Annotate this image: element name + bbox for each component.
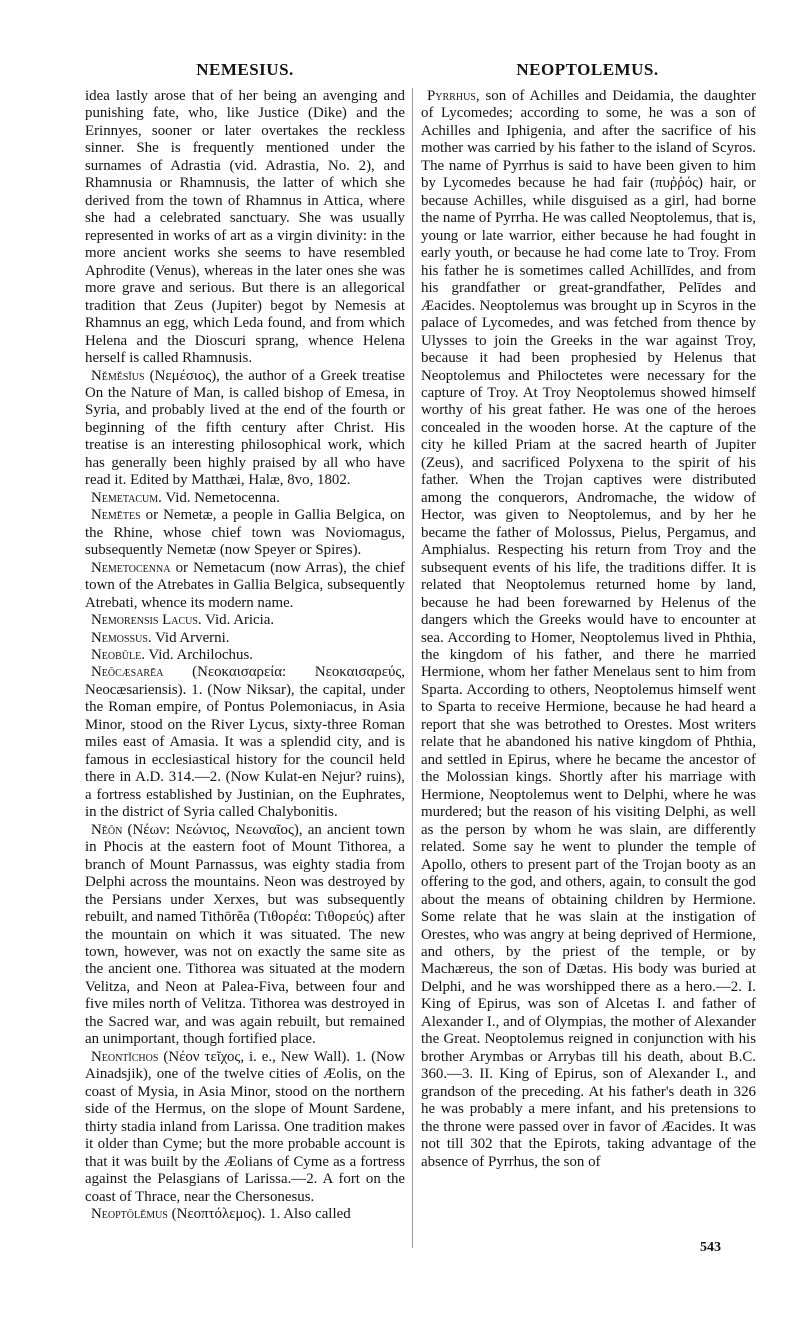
entry-text: or Nemetæ, a people in Gallia Belgica, on the Rhine, whose chief town was Noviomagus, subsequently Nemetæ (now Speyer or Spires). <box>85 507 405 559</box>
dictionary-entry <box>85 630 405 647</box>
entry-headword: Nemetocenna <box>91 559 171 576</box>
dictionary-entry <box>85 560 405 612</box>
column-divider <box>412 88 413 1248</box>
dictionary-entry <box>85 1049 405 1206</box>
entry-headword: Nemetacum. <box>91 489 162 506</box>
dictionary-entry <box>85 490 405 507</box>
entry-headword: Nĕmĕsĭus <box>91 367 145 384</box>
entry-text: (Νεοκαισαρεία: Νεοκαισαρεύς, Neocæsariensis). 1. (Now Niksar), the capital, under the Roman empire, of Pontus Polemoniacus, in Asia Minor, stood on the River Lycus, sixty-three Roman miles east of Amasia. It was a splendid city, and is famous in ecclesiastical history for the council held there in A.D. 314.—2. (Now Kulat-en Nejur? ruins), a fortress established by Justinian, on the Euphrates, in the district of Syria called Chalybonitis. <box>85 664 405 821</box>
entry-text: (Νέον τεῖχος, i. e., New Wall). 1. (Now Ainadsjik), one of the twelve cities of Æolis, on the coast of Mysia, in Asia Minor, stood on the northern side of the Hermus, on the slope of Mount Sardene, thirty stadia inland from Larissa. One tradition makes it older than Cyme; but the more probable account is that it was built by the Æolians of Cyme as a fortress against the Pelasgians of Larissa.—2. A fort on the coast of Thrace, near the Chersonesus. <box>85 1048 405 1205</box>
dictionary-entry <box>85 664 405 821</box>
entry-headword: Nemētes <box>91 507 141 524</box>
entry-text: Vid. Aricia. <box>205 612 275 629</box>
entry-headword: Nĕōn <box>91 821 123 838</box>
left-column <box>85 88 405 1223</box>
entry-text: Vid. Archilochus. <box>148 647 253 663</box>
dictionary-entry <box>85 822 405 1049</box>
entry-headword: Nemorensis Lacus. <box>91 612 202 629</box>
entry-text: Vid Arverni. <box>155 629 230 646</box>
dictionary-entry <box>85 1206 405 1223</box>
dictionary-entry <box>85 647 405 664</box>
entry-text: Vid. Nemetocenna. <box>165 489 280 506</box>
entry-headword: Nemossus. <box>91 629 152 646</box>
entry-headword: Neŏcæsarēa <box>91 664 164 681</box>
entry-text: (Νεμέσιος), the author of a Greek treatise On the Nature of Man, is called bishop of Emesa, in Syria, and probably lived at the end of the fourth or beginning of the fifth century after Christ. His treatise is an interesting philosophical work, which has generally been highly praised by all who have read it. Edited by Matthæi, Halæ, 8vo, 1802. <box>85 367 405 489</box>
entry-text: (Νεοπτόλεμος). 1. Also called <box>171 1206 351 1222</box>
entry-text: son of Achilles and Deidamia, the daughter of Lycomedes; according to some, he was a son of Achilles and Iphigenia, and after the sacrifice of his mother was carried by his father to the island of Scyros. The name of Pyrrhus is said to have been given to him by Lycomedes because he had fair (πυῤῥός) hair, or because Achilles, while disguised as a girl, had borne the name of Pyrrha. He was called Neoptolemus, that is, young or late warrior, either because he had fought in early youth, or because he had come late to Troy. From his father he is sometimes called Achillīdes, and from his grandfather or great-grandfather, Pelīdes and Æacides. Neoptolemus was brought up in Scyros in the palace of Lycomedes, and was fetched from thence by Ulysses to join the Greeks in the war against Troy, because it had been prophesied by Helenus that Neoptolemus and Philoctetes were necessary for the capture of Troy. At Troy Neoptolemus showed himself worthy of his great father. He was one of the heroes concealed in the wooden horse. At the capture of the city he killed Priam at the sacred hearth of Jupiter (Zeus), and sacrificed Polyxena to the spirit of his father. When the Trojan captives were distributed among the conquerors, Andromache, the widow of Hector, was given to Neoptolemus, and by her he became the father of Molossus, Pielus, Pergamus, and Amphialus. Respecting his return from Troy and the subsequent events of his life, the traditions differ. It is related that Neoptolemus returned home by land, because he had been forewarned by Helenus of the dangers which the Greeks would have to encounter at sea. According to Homer, Neoptolemus lived in Phthia, the kingdom of his father, and there he married Hermione, whom her father Menelaus sent to him from Sparta. According to others, Neoptolemus himself went to Sparta to receive Hermione, because he had heard a report that she was betrothed to Orestes. Most writers relate that he abandoned his native kingdom of Phthia, and settled in Epirus, where he became the ancestor of the Molossian kings. Shortly after his marriage with Hermione, Neoptolemus went to Delphi, where he was murdered; but the reason of his visiting Delphi, as well as the person by whom he was slain, are differently related. Some say he went to plunder the temple of Apollo, others to present part of the Trojan booty as an offering to the god, and others, again, to consult the god about the means of obtaining children by Hermione. Some relate that he was slain at the instigation of Orestes, who was angry at being deprived of Hermione, and others, by the priest of the temple, or by Machæreus, the son of Dætas. His body was buried at Delphi, and he was worshipped there as a hero.—2. I. King of Epirus, was son of Alcetas I. and father of Alexander I., and of Olympias, the mother of Alexander the Great. Neoptolemus reigned in conjunction with his brother Arymbas or Arrybas till his death, about B.C. 360.—3. II. King of Epirus, son of Alexander I., and grandson of the preceding. At his father's death in 326 he was probably a mere infant, and his pretensions to the throne were passed over in favor of Æacides. It was not till 302 that the Epirots, taking advantage of the absence of Pyrrhus, the son of <box>421 88 756 1170</box>
page-number: 543 <box>700 1240 721 1255</box>
dictionary-entry <box>421 88 756 1171</box>
entry-headword: Neobūle. <box>91 647 145 663</box>
right-column <box>421 88 756 1171</box>
dictionary-entry <box>85 88 405 368</box>
dictionary-entry <box>85 507 405 559</box>
entry-text: (Νέων: Νεώνιος, Νεωναῖος), an ancient town in Phocis at the eastern foot of Mount Tithorea, a branch of Mount Parnassus, was eighty stadia from Delphi across the mountains. Neon was destroyed by the Persians under Xerxes, but was subsequently rebuilt, and named Tithōrĕa (Τιθορέα: Τιθορεύς) after the mountain on which it was situated. The new town, however, was not on exactly the same site as the ancient one. Tithorea was situated at the modern Velitza, and Neon at Palea-Fiva, between four and five miles north of Velitza. Tithorea was destroyed in the Sacred war, and was again rebuilt, but remained an unimportant, though fortified place. <box>85 821 406 1048</box>
entry-headword: Pyrrhus, <box>427 88 480 104</box>
entry-text: or Nemetacum (now Arras), the chief town of the Atrebates in Gallia Belgica, subsequently Atrebati, whence its modern name. <box>85 559 405 611</box>
entry-headword: Neontĭchos <box>91 1048 159 1065</box>
running-head-right: NEOPTOLEMUS. <box>516 60 659 79</box>
dictionary-entry <box>85 612 405 629</box>
entry-text: idea lastly arose that of her being an avenging and punishing fate, who, like Justice (Dike) and the Erinnyes, sooner or later overtakes the reckless sinner. She is frequently mentioned under the surnames of Adrastia (vid. Adrastia, No. 2), and Rhamnusia or Rhamnusis, the latter of which she derived from the town of Rhamnus in Attica, where she had a celebrated sanctuary. She was usually represented in works of art as a virgin divinity: in the more ancient works she seems to have resembled Aphrodite (Venus), whereas in the later ones she was more grave and serious. But there is an allegorical tradition that Zeus (Jupiter) begot by Nemesis at Rhamnus an egg, which Leda found, and from which Helena and the Dioscuri sprang, whence Helena herself is called Rhamnusis. <box>85 88 405 367</box>
entry-headword: Neoptŏlĕmus <box>91 1206 168 1222</box>
running-head-left: NEMESIUS. <box>196 60 294 79</box>
dictionary-entry <box>85 368 405 490</box>
